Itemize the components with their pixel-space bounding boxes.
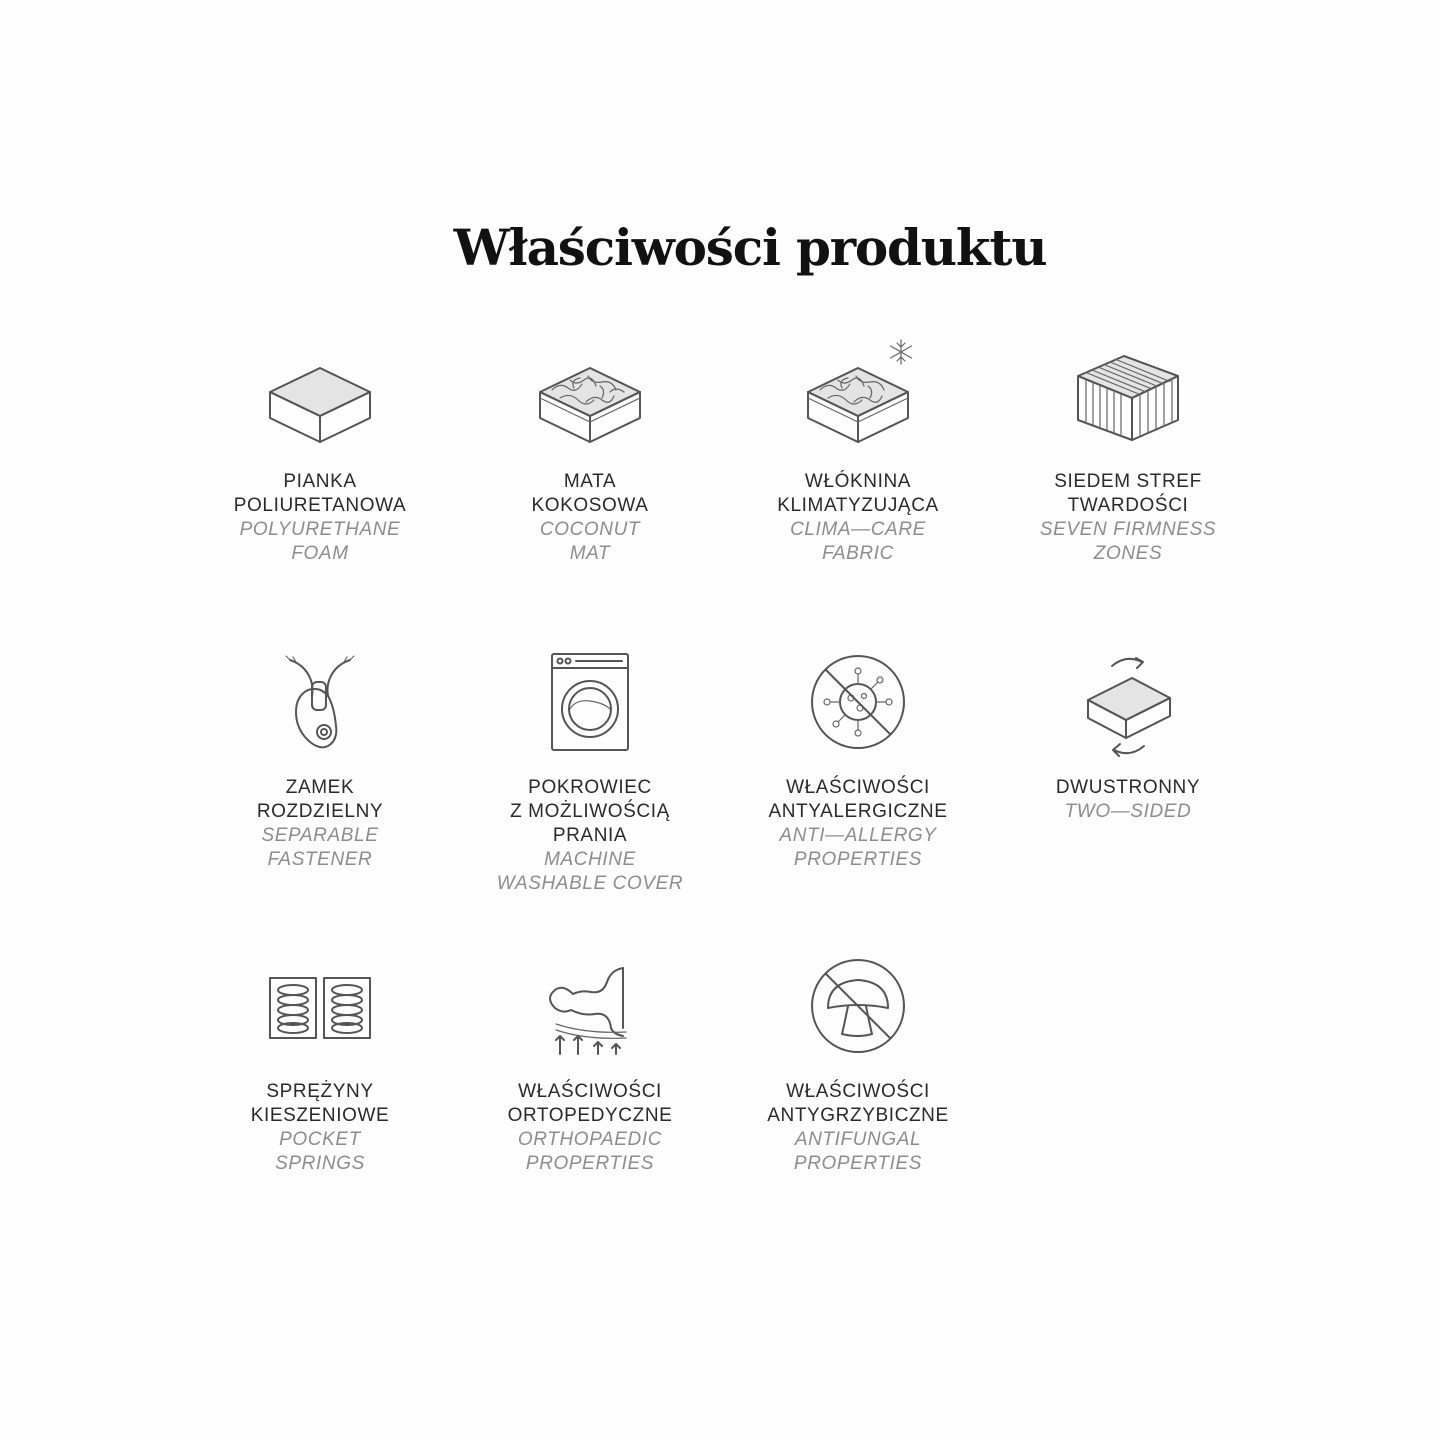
feature-label-line: PRANIA — [552, 825, 628, 846]
feature-sub-line: MACHINE — [544, 849, 636, 870]
feature-sub-line: SPRINGS — [275, 1153, 365, 1174]
anti-allergy-icon — [798, 646, 918, 766]
feature-sub-line: MAT — [569, 543, 611, 564]
feature-sub-line: FASTENER — [267, 849, 373, 870]
feature-label-line: WŁÓKNINA — [804, 471, 912, 492]
page-title: Właściwości produktu — [453, 218, 1047, 277]
antifungal-icon — [798, 950, 918, 1070]
feature-sub-line: PROPERTIES — [793, 849, 923, 870]
feature-label-line: POKROWIEC — [528, 777, 652, 798]
two-sided-icon — [1068, 646, 1188, 766]
feature-label-line: Z MOŻLIWOŚCIĄ — [510, 801, 670, 822]
feature-label-line: ORTOPEDYCZNE — [507, 1105, 673, 1126]
feature-label-line: ZAMEK — [285, 777, 355, 798]
feature-label-line: WŁAŚCIWOŚCI — [786, 1081, 930, 1102]
feature-label-line: KOKOSOWA — [531, 495, 649, 516]
clima-care-fabric-icon — [798, 340, 918, 460]
feature-sub-line: WASHABLE COVER — [496, 873, 684, 894]
feature-sub-line: FOAM — [291, 543, 349, 564]
feature-label-line: POLIURETANOWA — [233, 495, 407, 516]
feature-sub-line: PROPERTIES — [525, 1153, 655, 1174]
orthopaedic-icon — [530, 950, 650, 1070]
feature-sub-line: POCKET — [279, 1129, 361, 1150]
pocket-springs-icon — [260, 950, 380, 1070]
zipper-icon — [260, 646, 380, 766]
foam-block-icon — [260, 340, 380, 460]
feature-label-line: WŁAŚCIWOŚCI — [786, 777, 930, 798]
feature-label-line: KIESZENIOWE — [250, 1105, 390, 1126]
washing-machine-icon — [530, 646, 650, 766]
feature-sub-line: FABRIC — [822, 543, 894, 564]
feature-label-line: DWUSTRONNY — [1055, 777, 1201, 798]
feature-label-line: PIANKA — [283, 471, 357, 492]
feature-label-line: MATA — [563, 471, 617, 492]
feature-sub-line: TWO—SIDED — [1064, 801, 1192, 822]
feature-sub-line: POLYURETHANE — [239, 519, 401, 540]
feature-label-line: WŁAŚCIWOŚCI — [518, 1081, 662, 1102]
feature-sub-line: SEPARABLE — [261, 825, 379, 846]
feature-label-line: SPRĘŻYNY — [266, 1081, 374, 1102]
feature-label-line: TWARDOŚCI — [1067, 495, 1189, 516]
feature-sub-line: ORTHOPAEDIC — [517, 1129, 663, 1150]
feature-label-line: KLIMATYZUJĄCA — [777, 495, 939, 516]
feature-label-line: ANTYGRZYBICZNE — [767, 1105, 949, 1126]
feature-sub-line: COCONUT — [539, 519, 641, 540]
firmness-zones-icon — [1068, 340, 1188, 460]
coconut-mat-icon — [530, 340, 650, 460]
feature-sub-line: ZONES — [1093, 543, 1163, 564]
feature-sub-line: CLIMA—CARE — [790, 519, 926, 540]
feature-label-line: SIEDEM STREF — [1054, 471, 1202, 492]
feature-sub-line: ANTIFUNGAL — [794, 1129, 922, 1150]
feature-label-line: ANTYALERGICZNE — [768, 801, 948, 822]
feature-sub-line: PROPERTIES — [793, 1153, 923, 1174]
feature-label-line: ROZDZIELNY — [256, 801, 384, 822]
feature-sub-line: SEVEN FIRMNESS — [1039, 519, 1217, 540]
feature-sub-line: ANTI—ALLERGY — [779, 825, 937, 846]
snowflake-icon — [891, 340, 912, 364]
